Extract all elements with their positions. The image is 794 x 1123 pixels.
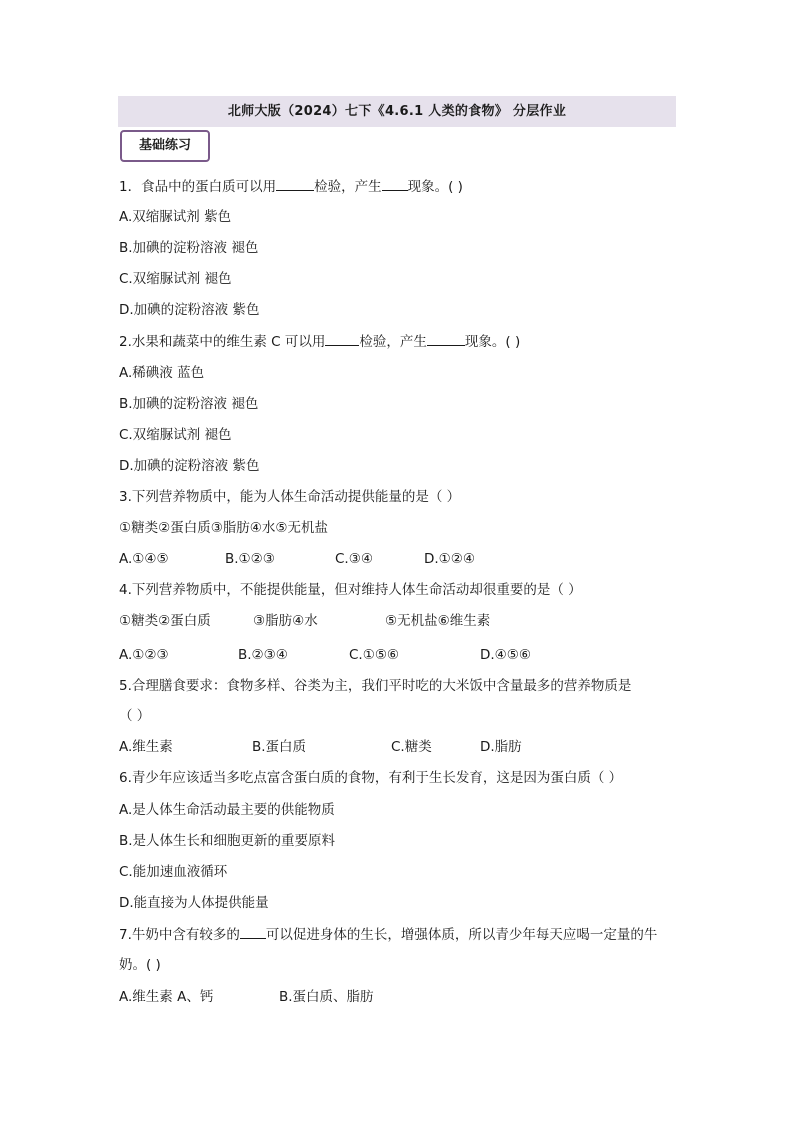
q7-text-pre: 7.牛奶中含有较多的 [119,927,240,943]
q6-option-c: C.能加速血液循环 [119,864,228,880]
q7-option-b: B.蛋白质、脂肪 [279,989,374,1005]
q5-option-a: A.维生素 [119,739,173,755]
q2-option-b: B.加碘的淀粉溶液 褪色 [119,396,259,412]
question-6-stem: 6.青少年应该适当多吃点富含蛋白质的食物，有利于生长发育，这是因为蛋白质（ ） [119,770,623,786]
q1-option-d: D.加碘的淀粉溶液 紫色 [119,302,260,318]
q1-text-pre: 1．食品中的蛋白质可以用 [119,179,277,195]
q1-text-mid: 检验，产生 [314,179,382,195]
q2-text-post: 现象。( ) [464,334,521,350]
question-1-stem [119,176,463,197]
q2-text-pre: 2.水果和蔬菜中的维生素 C 可以用 [119,334,326,350]
q6-option-d: D.能直接为人体提供能量 [119,895,269,911]
q3-option-c: C.③④ [335,551,373,567]
q5-option-c: C.糖类 [391,739,432,755]
q7-option-a: A.维生素 A、钙 [119,989,214,1005]
q1-option-c: C.双缩脲试剂 褪色 [119,271,232,287]
q1-option-a: A.双缩脲试剂 紫色 [119,209,232,225]
q6-option-b: B.是人体生长和细胞更新的重要原料 [119,833,336,849]
q1-text-post: 现象。( ) [407,179,463,195]
q2-blank-1 [325,331,359,346]
q2-option-d: D.加碘的淀粉溶液 紫色 [119,458,260,474]
q3-options-row [119,549,519,569]
q5-option-b: B.蛋白质 [252,739,307,755]
q1-option-b: B.加碘的淀粉溶液 褪色 [119,240,259,256]
q7-line-2: 奶。( ) [119,957,161,973]
q3-items: ①糖类②蛋白质③脂肪④水⑤无机盐 [119,520,329,536]
q5-paren: （ ） [119,708,151,724]
q5-option-d: D.脂肪 [480,739,522,755]
q3-option-d: D.①②④ [424,551,475,567]
question-7-stem [119,924,657,945]
q4-option-d: D.④⑤⑥ [480,647,531,663]
q4-options-row [119,645,569,665]
q4-option-c: C.①⑤⑥ [349,647,400,663]
question-4-stem: 4.下列营养物质中，不能提供能量，但对维持人体生命活动却很重要的是（ ） [119,582,582,598]
question-3-stem: 3.下列营养物质中，能为人体生命活动提供能量的是（ ） [119,489,461,505]
q6-option-a: A.是人体生命活动最主要的供能物质 [119,802,335,818]
q2-option-c: C.双缩脲试剂 褪色 [119,427,232,443]
q4-items-2: ③脂肪④水 [253,613,318,629]
q4-items-1: ①糖类②蛋白质 [119,613,211,629]
q7-blank [240,924,266,939]
q3-option-a: A.①④⑤ [119,551,169,567]
q7-text-post: 可以促进身体的生长，增强体质，所以青少年每天应喝一定量的牛 [265,927,658,943]
q2-blank-2 [427,331,465,346]
q2-option-a: A.稀碘液 蓝色 [119,365,205,381]
q5-options-row [119,737,549,757]
question-5-stem: 5.合理膳食要求：食物多样、谷类为主，我们平时吃的大米饭中含量最多的营养物质是 [119,678,632,694]
document-title: 北师大版（2024）七下《4.6.1 人类的食物》 分层作业 [118,96,676,127]
q4-items-3: ⑤无机盐⑥维生素 [385,613,491,629]
question-2-stem [119,331,520,352]
q4-items-row [119,611,539,631]
q7-options-row [119,987,419,1007]
q1-blank-1 [276,176,314,191]
q3-option-b: B.①②③ [225,551,275,567]
q2-text-mid: 检验，产生 [359,334,427,350]
section-label: 基础练习 [120,130,210,162]
q4-option-b: B.②③④ [238,647,288,663]
q1-blank-2 [382,176,408,191]
q4-option-a: A.①②③ [119,647,169,663]
